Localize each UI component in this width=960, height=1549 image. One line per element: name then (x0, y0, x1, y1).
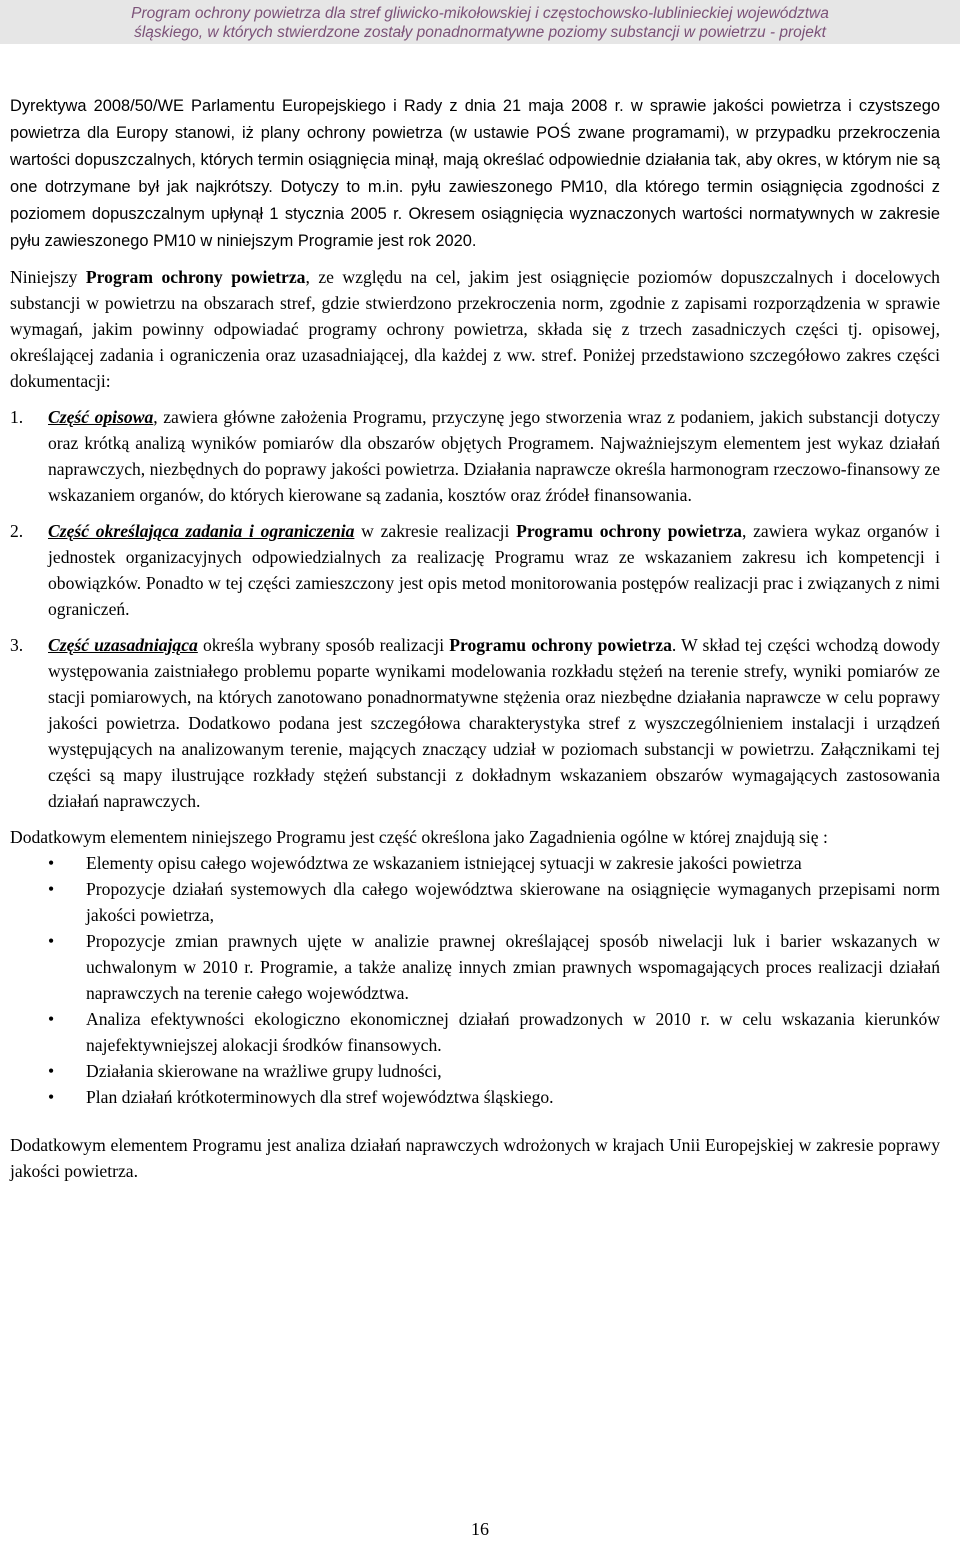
list-item-2 (10, 518, 940, 622)
section-mid: w zakresie realizacji (354, 521, 517, 541)
bullet-text: Propozycje zmian prawnych ujęte w analizie prawnej określającej sposób niwelacji luk i barier wskazanych w uchwalonym w 2010 r. Programie, a także analizę innych zmian prawnych wspomagających proces realizacji działań naprawczych na terenie całego województwa. (86, 931, 940, 1003)
section-text: , zawiera wykaz organów i jednostek organizacyjnych odpowiedzialnych za realizację Programu wraz ze wskazaniem zakresu ich kompetencji i obowiązków. Ponadto w tej części zamieszczony jest opis metod monitorowania postępów realizacji prac i związanych z nimi ograniczeń. (48, 521, 941, 619)
bullet-text: Analiza efektywności ekologiczno ekonomicznej działań prowadzonych w 2010 r. w celu wskazania kierunków najefektywniejszej alokacji środków finansowych. (86, 1009, 940, 1055)
header-line-1: Program ochrony powietrza dla stref gliwicko-mikołowskiej i częstochowsko-lublinieckiej województwa (131, 5, 829, 22)
list-item-body (48, 632, 940, 814)
page-number: 16 (471, 1519, 489, 1539)
bullet-text: Elementy opisu całego województwa ze wskazaniem istniejącej sytuacji w zakresie jakości powietrza (86, 853, 802, 873)
bullet-text: Propozycje działań systemowych dla całego województwa skierowane na osiągnięcie wymaganych przepisami norm jakości powietrza, (86, 879, 940, 925)
list-item-body (48, 518, 940, 622)
bullet-icon: • (48, 853, 55, 873)
list-item-number: 3. (10, 635, 24, 655)
final-paragraph: Dodatkowym elementem Programu jest analiza działań naprawczych wdrożonych w krajach Unii Europejskiej w zakresie poprawy jakości powietrza. (10, 1135, 940, 1181)
extra-intro-paragraph: Dodatkowym elementem niniejszego Programu jest część określona jako Zagadnienia ogólne w której znajdują się : (10, 827, 828, 847)
list-item-1 (10, 404, 940, 508)
program-description-paragraph (10, 264, 940, 394)
bullet-text: Działania skierowane na wrażliwe grupy ludności, (86, 1061, 442, 1081)
section-title: Część uzasadniająca (48, 635, 198, 655)
bullet-item (10, 1084, 940, 1110)
section-bold: Programu ochrony powietrza (516, 521, 742, 541)
bullet-list (10, 850, 940, 1110)
bullet-item (10, 1006, 940, 1058)
bullet-icon: • (48, 1009, 55, 1029)
para2-pre: Niniejszy (10, 267, 86, 287)
bullet-item (10, 876, 940, 928)
list-item-number: 1. (10, 407, 24, 427)
section-title: Część określająca zadania i ograniczenia (48, 521, 355, 541)
bullet-icon: • (48, 931, 55, 951)
bullet-icon: • (48, 1061, 55, 1081)
intro-text-part-2: Dotyczy to m.in. pyłu zawieszonego PM10, dla którego termin osiągnięcia zgodności z poziomem dopuszczalnym upłynął 1 stycznia 2005 r. Okresem osiągnięcia wyznaczonych wartości normatywnych w zakresie pyłu zawieszonego PM10 w niniejszym Programie jest rok 2020. (10, 178, 940, 250)
section-mid: określa wybrany sposób realizacji (197, 635, 450, 655)
intro-paragraph (10, 92, 940, 254)
list-item-number: 2. (10, 521, 24, 541)
section-title: Część opisowa (48, 407, 154, 427)
document-body (10, 92, 940, 1184)
intro-text-part-1: Dyrektywa 2008/50/WE Parlamentu Europejskiego i Rady z dnia 21 maja 2008 r. w sprawie jakości powietrza i czystszego powietrza dla Europy stanowi, iż plany ochrony powietrza (w ustawie POŚ zwane programami), w przypadku przekroczenia wartości dopuszczalnych, których termin osiągnięcia minął, mają określać odpowiednie działania tak, aby okres, w którym nie są one dotrzymane był jak najkrótszy. (10, 97, 940, 196)
bullet-text: Plan działań krótkoterminowych dla stref województwa śląskiego. (86, 1087, 554, 1107)
para2-bold: Program ochrony powietrza (85, 267, 306, 287)
section-text: . W skład tej części wchodzą dowody występowania zaistniałego problemu poparte wynikami modelowania rozkładu stężeń na terenie strefy, wyniki pomiarów ze stacji pomiarowych, na których zanotowano ponadnormatywne stężenia oraz niezbędne działania naprawcze w celu poprawy jakości powietrza. Dodatkowo podana jest szczegółowa charakterystyka stref z wyszczególnieniem instalacji i urządzeń występujących na analizowanym terenie, mających znaczący udział w poziomach substancji w powietrzu. Załącznikami tej części są mapy ilustrujące rozkłady stężeń substancji z dokładnym wskazaniem obszarów wymagających zastosowania działań naprawczych. (48, 635, 940, 811)
bullet-item (10, 850, 940, 876)
section-text: , zawiera główne założenia Programu, przyczynę jego stworzenia wraz z podaniem, jakich substancji dotyczy oraz krótką analizą wyników pomiarów dla obszarów objętych Programem. Najważniejszym elementem jest wykaz działań naprawczych, niezbędnych do poprawy jakości powietrza. Działania naprawcze określa harmonogram rzeczowo-finansowy ze wskazaniem organów, do których kierowane są zadania, kosztów oraz źródeł finansowania. (48, 407, 940, 505)
section-bold: Programu ochrony powietrza (449, 635, 672, 655)
list-item-body (48, 404, 940, 508)
header-line-2: śląskiego, w których stwierdzone zostały ponadnormatywne poziomy substancji w powietrzu - projekt (134, 24, 826, 41)
page-header (0, 0, 960, 44)
bullet-icon: • (48, 1087, 55, 1107)
bullet-item (10, 928, 940, 1006)
para2-post: , ze względu na cel, jakim jest osiągnięcie poziomów dopuszczalnych i docelowych substancji w powietrzu na obszarach stref, gdzie stwierdzono przekroczenia norm, zgodnie z zapisami rozporządzenia w sprawie wymagań, jakim powinny odpowiadać programy ochrony powietrza, składa się z trzech zasadniczych części tj. opisowej, określającej zadania i ograniczenia oraz uzasadniającej, dla każdej z ww. stref. Poniżej przedstawiono szczegółowo zakres części dokumentacji: (10, 267, 940, 391)
bullet-icon: • (48, 879, 55, 899)
list-item-3 (10, 632, 940, 814)
bullet-item (10, 1058, 940, 1084)
